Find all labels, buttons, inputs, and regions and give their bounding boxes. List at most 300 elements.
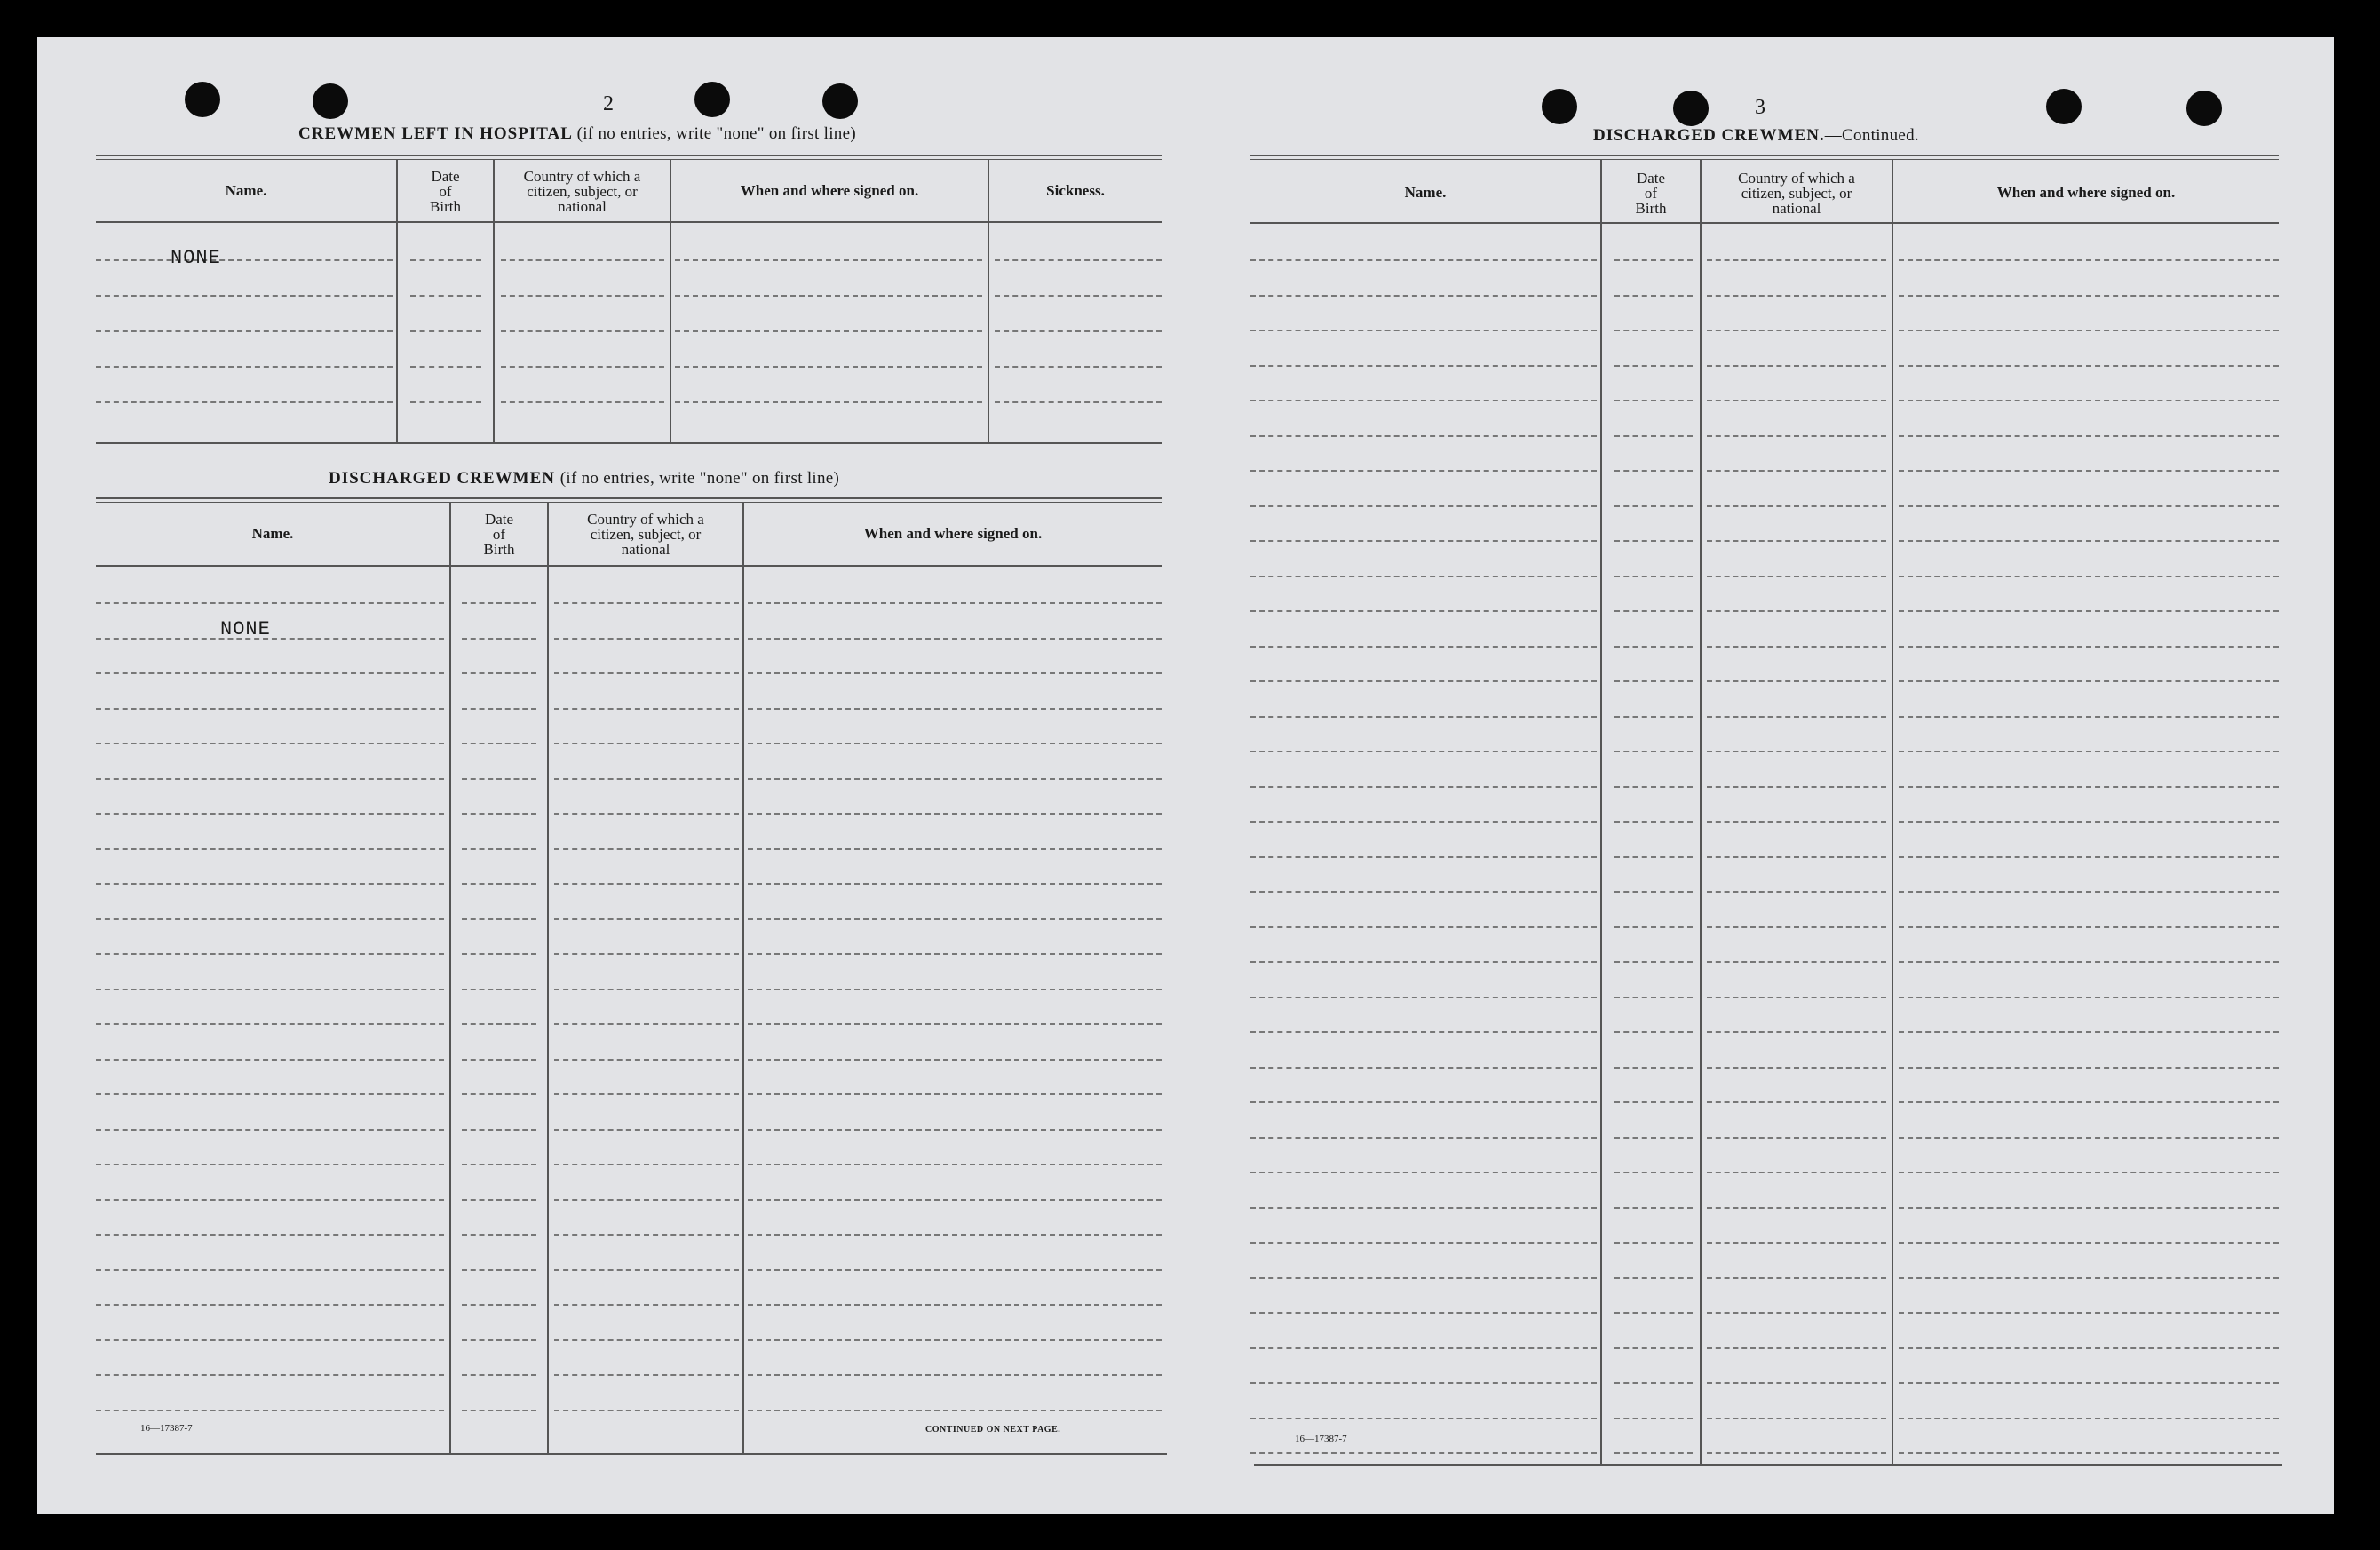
entry-line [1250,1172,1597,1173]
right-header-name: Name. [1404,184,1447,201]
entry-line [1250,1031,1597,1033]
entry-line [1614,786,1693,788]
entry-line [1614,540,1693,542]
entry-line [1614,716,1693,718]
entry-line [1614,259,1693,261]
entry-line [1707,259,1886,261]
entry-line [462,989,536,990]
entry-line [1899,470,2279,472]
entry-line [96,1304,444,1306]
entry-line [1250,856,1597,858]
entry-line [96,1269,444,1271]
entry-line [1614,926,1693,928]
entry-line [1899,646,2279,648]
entry-line [1614,646,1693,648]
entry-line [96,883,444,885]
entry-line [554,1304,739,1306]
entry-line [748,883,1162,885]
entry-line [462,1059,536,1061]
entry-line [462,1374,536,1376]
entry-line [1614,1207,1693,1209]
entry-line [554,1093,739,1095]
entry-line [1250,259,1597,261]
entry-line [1707,646,1886,648]
punch-hole-icon [822,83,858,119]
entry-line [1614,1277,1693,1279]
entry-line [748,1339,1162,1341]
entry-line [1899,1382,2279,1384]
entry-line [462,1304,536,1306]
entry-line [1899,610,2279,612]
entry-line [675,295,982,297]
entry-line [554,953,739,955]
entry-line [1707,540,1886,542]
entry-line [462,743,536,744]
entry-line [1707,400,1886,401]
entry-line [554,778,739,780]
entry-line [1614,1452,1693,1454]
right-header-country: Country of which a citizen, subject, or national [1738,170,1855,217]
entry-line [1707,1101,1886,1103]
entry-line [96,366,393,368]
entry-line [1250,786,1597,788]
entry-line [748,1164,1162,1165]
entry-line [1707,1347,1886,1349]
punch-hole-icon [185,82,220,117]
punch-hole-icon [1542,89,1577,124]
entry-line [1614,470,1693,472]
entry-line [554,672,739,674]
entry-line [1899,716,2279,718]
continued-note: CONTINUED ON NEXT PAGE. [925,1425,1061,1435]
entry-line [1614,1101,1693,1103]
hospital-header-signed: When and where signed on. [740,182,919,199]
entry-line [748,1059,1162,1061]
entry-line [1899,1347,2279,1349]
entry-line [1250,1312,1597,1314]
entry-line [995,295,1162,297]
entry-line [1899,505,2279,507]
entry-line [995,259,1162,261]
entry-line [1899,997,2279,998]
entry-line [96,813,444,815]
entry-line [1614,1312,1693,1314]
entry-line [1250,891,1597,893]
entry-line [748,1023,1162,1025]
entry-line [1250,1101,1597,1103]
hospital-header-sickness: Sickness. [1046,182,1105,199]
entry-line [462,1234,536,1236]
discharged-col-divider [547,503,549,1455]
entry-line [554,638,739,640]
entry-line [1614,856,1693,858]
entry-line [748,638,1162,640]
entry-line [1707,821,1886,823]
entry-line [554,1059,739,1061]
entry-line [1899,400,2279,401]
entry-line [1250,821,1597,823]
discharged-top-rule-2 [96,502,1162,503]
entry-line [1707,1277,1886,1279]
entry-line [554,1199,739,1201]
entry-line [748,778,1162,780]
entry-line [501,366,664,368]
entry-line [554,1129,739,1131]
entry-line [675,366,982,368]
entry-line [462,1023,536,1025]
right-title-note: —Continued. [1824,126,1919,145]
entry-line [1614,1137,1693,1139]
right-section-title [1593,126,1919,146]
entry-line [1899,786,2279,788]
entry-line [1899,1172,2279,1173]
entry-line [995,401,1162,403]
entry-line [1614,505,1693,507]
right-top-rule-2 [1250,159,2279,160]
hospital-header-name: Name. [225,182,267,199]
entry-line [748,1304,1162,1306]
entry-line [1707,1452,1886,1454]
hospital-col-divider [670,160,671,444]
entry-line [1899,365,2279,367]
entry-line [1250,751,1597,752]
entry-line [1899,1137,2279,1139]
entry-line [462,602,536,604]
entry-line [96,989,444,990]
discharged-col-divider [742,503,744,1455]
hospital-top-rule-2 [96,159,1162,160]
entry-line [462,883,536,885]
entry-line [501,401,664,403]
punch-hole-icon [2046,89,2082,124]
entry-line [1614,891,1693,893]
entry-line [1899,926,2279,928]
entry-line [1899,295,2279,297]
entry-line [1707,926,1886,928]
entry-line [1250,330,1597,331]
entry-line [1707,786,1886,788]
entry-line [1250,576,1597,577]
entry-line [462,1129,536,1131]
punch-hole-icon [694,82,730,117]
entry-line [1250,610,1597,612]
entry-line [96,1374,444,1376]
right-col-divider [1600,160,1602,1466]
entry-line [748,1234,1162,1236]
entry-line [1614,1347,1693,1349]
entry-line [1250,961,1597,963]
entry-line [1250,400,1597,401]
hospital-header-rule [96,221,1162,223]
entry-line [1250,1418,1597,1419]
hospital-top-rule [96,155,1162,156]
entry-line [1899,259,2279,261]
entry-line [748,602,1162,604]
entry-line [1250,1137,1597,1139]
punch-hole-icon [1673,91,1709,126]
punch-hole-icon [313,83,348,119]
entry-line [1250,646,1597,648]
entry-line [1707,1067,1886,1069]
entry-line [501,295,664,297]
entry-line [1707,1382,1886,1384]
entry-line [995,366,1162,368]
entry-line [1250,295,1597,297]
entry-line [554,1410,739,1411]
entry-line [748,953,1162,955]
entry-line [1707,1207,1886,1209]
entry-line [1899,576,2279,577]
right-header-rule [1250,222,2279,224]
entry-line [410,259,481,261]
entry-line [96,1199,444,1201]
discharged-section-title [329,469,839,489]
entry-line [748,989,1162,990]
entry-line [748,1269,1162,1271]
page-number-left: 2 [603,92,614,115]
entry-line [1614,610,1693,612]
entry-line [1707,1031,1886,1033]
entry-line [462,1269,536,1271]
entry-line [1614,435,1693,437]
entry-line [1614,1242,1693,1244]
entry-line [1614,821,1693,823]
entry-line [748,708,1162,710]
entry-line [1899,330,2279,331]
entry-line [462,1199,536,1201]
discharged-header-name: Name. [251,525,294,542]
discharged-top-rule [96,497,1162,499]
entry-line [410,330,481,332]
entry-line [1707,751,1886,752]
entry-line [1899,751,2279,752]
entry-line [1899,1242,2279,1244]
entry-line [1250,716,1597,718]
entry-line [96,330,393,332]
entry-line [96,1410,444,1411]
entry-line [96,1059,444,1061]
entry-line [1250,1347,1597,1349]
entry-line [1707,961,1886,963]
entry-line [1250,365,1597,367]
discharged-title-bold: DISCHARGED CREWMEN [329,469,555,488]
right-col-divider [1892,160,1893,1466]
entry-line [96,953,444,955]
entry-line [1707,680,1886,682]
entry-line [96,778,444,780]
entry-line [1899,1207,2279,1209]
entry-line [675,259,982,261]
entry-line [748,1374,1162,1376]
entry-line [1707,856,1886,858]
entry-line [1250,1207,1597,1209]
entry-line [554,989,739,990]
entry-line [462,1164,536,1165]
entry-line [1250,997,1597,998]
entry-line [1707,1312,1886,1314]
entry-line [462,672,536,674]
entry-line [1707,891,1886,893]
entry-line [96,1339,444,1341]
entry-line [1250,1452,1597,1454]
entry-line [748,1129,1162,1131]
entry-line [748,918,1162,920]
entry-line [96,1093,444,1095]
entry-line [1707,610,1886,612]
entry-line [96,1023,444,1025]
entry-line [96,708,444,710]
entry-line [1707,716,1886,718]
entry-line [1250,926,1597,928]
entry-line [1614,997,1693,998]
entry-line [1899,1101,2279,1103]
entry-line [1899,435,2279,437]
entry-line [96,295,393,297]
entry-line [1899,1452,2279,1454]
entry-line [410,295,481,297]
entry-line [462,638,536,640]
entry-line [554,848,739,850]
entry-line [1707,470,1886,472]
entry-line [748,813,1162,815]
entry-line [554,602,739,604]
discharged-entry-name: NONE [220,618,271,640]
entry-line [748,672,1162,674]
entry-line [554,1023,739,1025]
hospital-header-country: Country of which a citizen, subject, or national [523,168,641,215]
left-form-number: 16—17387-7 [140,1423,193,1434]
entry-line [501,259,664,261]
entry-line [1614,961,1693,963]
entry-line [96,1164,444,1165]
entry-line [1250,505,1597,507]
left-bottom-rule [96,1453,1167,1455]
hospital-section-title [298,124,856,144]
entry-line [462,918,536,920]
entry-line [1614,1382,1693,1384]
entry-line [1707,576,1886,577]
discharged-header-dob: Date of Birth [483,511,515,558]
hospital-title-note: (if no entries, write "none" on first line) [576,124,856,143]
entry-line [1899,1418,2279,1419]
entry-line [501,330,664,332]
right-bottom-rule [1254,1464,2282,1466]
hospital-col-divider [988,160,989,444]
entry-line [748,1410,1162,1411]
entry-line [554,708,739,710]
entry-line [1707,1418,1886,1419]
entry-line [554,813,739,815]
entry-line [462,813,536,815]
discharged-header-signed: When and where signed on. [863,525,1043,542]
entry-line [410,366,481,368]
page-number-right: 3 [1755,96,1765,119]
entry-line [96,848,444,850]
entry-line [554,1339,739,1341]
entry-line [1707,365,1886,367]
form-sheet [37,37,2334,1514]
entry-line [1250,1382,1597,1384]
entry-line [1614,1418,1693,1419]
entry-line [1707,330,1886,331]
entry-line [554,1269,739,1271]
entry-line [1707,1137,1886,1139]
entry-line [1899,856,2279,858]
right-title-bold: DISCHARGED CREWMEN. [1593,126,1825,145]
entry-line [554,918,739,920]
entry-line [1899,961,2279,963]
right-header-dob: Date of Birth [1635,170,1667,217]
entry-line [96,672,444,674]
entry-line [96,602,444,604]
entry-line [1899,1277,2279,1279]
entry-line [1250,435,1597,437]
hospital-header-dob: Date of Birth [430,168,461,215]
hospital-entry-name: NONE [171,247,221,269]
right-header-signed: When and where signed on. [1996,184,2176,201]
entry-line [96,259,393,261]
entry-line [675,330,982,332]
discharged-title-note: (if no entries, write "none" on first line) [559,469,840,488]
entry-line [1899,1067,2279,1069]
entry-line [96,918,444,920]
entry-line [1899,680,2279,682]
entry-line [1614,400,1693,401]
entry-line [748,848,1162,850]
entry-line [1707,997,1886,998]
entry-line [748,743,1162,744]
right-form-number: 16—17387-7 [1295,1434,1347,1444]
entry-line [1614,365,1693,367]
entry-line [462,953,536,955]
entry-line [1250,1242,1597,1244]
hospital-title-bold: CREWMEN LEFT IN HOSPITAL [298,124,572,143]
entry-line [96,401,393,403]
discharged-header-country: Country of which a citizen, subject, or national [587,511,704,558]
entry-line [1614,1172,1693,1173]
entry-line [1614,680,1693,682]
entry-line [1899,1312,2279,1314]
entry-line [1899,891,2279,893]
entry-line [1250,540,1597,542]
entry-line [995,330,1162,332]
discharged-header-rule [96,565,1162,567]
entry-line [1614,1067,1693,1069]
right-top-rule [1250,155,2279,156]
right-col-divider [1700,160,1702,1466]
entry-line [1614,330,1693,331]
entry-line [1614,576,1693,577]
entry-line [554,743,739,744]
entry-line [1614,295,1693,297]
entry-line [554,1164,739,1165]
entry-line [1707,295,1886,297]
entry-line [1614,751,1693,752]
entry-line [1250,1067,1597,1069]
entry-line [1899,821,2279,823]
entry-line [748,1093,1162,1095]
entry-line [96,1234,444,1236]
punch-hole-icon [2186,91,2222,126]
entry-line [1707,505,1886,507]
entry-line [96,1129,444,1131]
entry-line [1614,1031,1693,1033]
hospital-bottom-rule [96,442,1162,444]
entry-line [554,1374,739,1376]
entry-line [1899,540,2279,542]
entry-line [1707,435,1886,437]
entry-line [1899,1031,2279,1033]
